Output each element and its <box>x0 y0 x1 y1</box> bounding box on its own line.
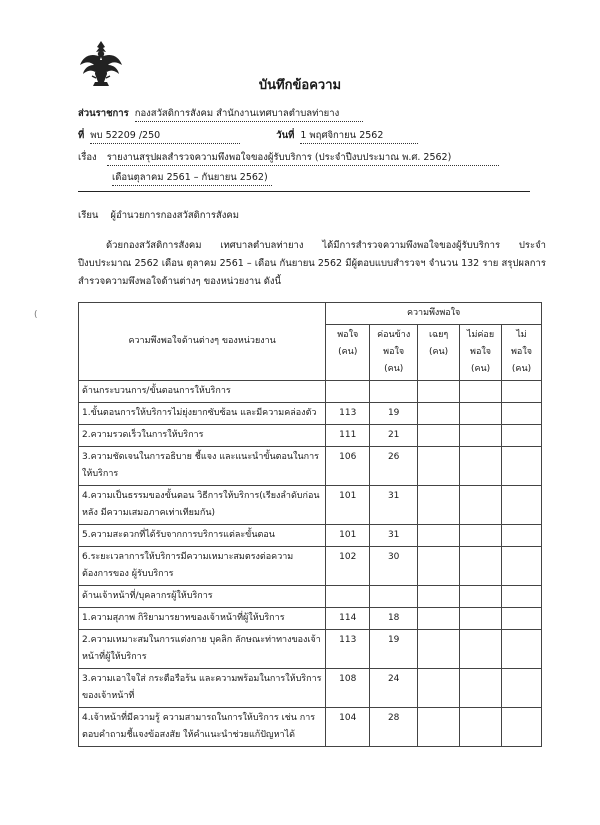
salutation-value: ผู้อำนวยการกองสวัสดิการสังคม <box>110 210 240 221</box>
margin-mark: ( <box>34 310 38 320</box>
value-cell <box>460 486 502 525</box>
column-header-text: (คน) <box>384 364 404 374</box>
column-header-text: (คน) <box>470 364 491 374</box>
row-label: 1.ขั้นตอนการให้บริการไม่ยุ่งยากซับซ้อน และมีความคล่องตัว <box>79 403 326 425</box>
value-cell <box>418 403 460 425</box>
row-label: 3.ความชัดเจนในการอธิบาย ชี้แจง และแนะนำขั้นตอนในการให้บริการ <box>79 447 326 486</box>
value-cell: 102 <box>326 547 370 586</box>
subject-line <box>78 150 499 166</box>
value-cell <box>460 425 502 447</box>
value-cell <box>502 547 542 586</box>
value-cell: 31 <box>370 486 418 525</box>
table-row <box>79 630 542 669</box>
value-cell: 104 <box>326 708 370 747</box>
column-header <box>502 325 542 381</box>
value-cell <box>460 608 502 630</box>
value-cell: 28 <box>370 708 418 747</box>
value-cell <box>460 547 502 586</box>
empty-cell <box>502 381 542 403</box>
section-heading: ด้านเจ้าหน้าที่/บุคลากรผู้ให้บริการ <box>79 586 326 608</box>
empty-cell <box>418 381 460 403</box>
column-header-text: (คน) <box>511 364 532 374</box>
value-cell: 30 <box>370 547 418 586</box>
column-header <box>460 325 502 381</box>
department-value: กองสวัสดิการสังคม สำนักงานเทศบาลตำบลท่ายาง <box>135 106 363 122</box>
date-value: 1 พฤศจิกายน 2562 <box>300 128 418 144</box>
date-label: วันที่ <box>276 130 295 141</box>
table-body <box>79 381 542 747</box>
value-cell <box>418 708 460 747</box>
empty-cell <box>460 381 502 403</box>
column-header-text: พอใจ <box>511 347 533 357</box>
value-cell <box>502 425 542 447</box>
value-cell <box>502 630 542 669</box>
value-cell: 31 <box>370 525 418 547</box>
value-cell: 26 <box>370 447 418 486</box>
table-row <box>79 608 542 630</box>
department-label: ส่วนราชการ <box>78 108 129 119</box>
table-row <box>79 547 542 586</box>
table-row <box>79 403 542 425</box>
value-cell <box>502 403 542 425</box>
number-value: พบ 52209 /250 <box>90 128 240 144</box>
value-cell <box>418 630 460 669</box>
value-cell <box>460 669 502 708</box>
value-cell <box>460 708 502 747</box>
value-cell <box>460 447 502 486</box>
value-cell: 111 <box>326 425 370 447</box>
value-cell <box>502 525 542 547</box>
row-label: 3.ความเอาใจใส่ กระตือรือร้น และความพร้อมในการให้บริการของเจ้าหน้าที่ <box>79 669 326 708</box>
column-header-text: เฉยๆ <box>428 330 449 340</box>
value-cell: 21 <box>370 425 418 447</box>
row-label: 1.ความสุภาพ กิริยามารยาทของเจ้าหน้าที่ผู้ให้บริการ <box>79 608 326 630</box>
section-row <box>79 586 542 608</box>
row-label: 2.ความรวดเร็วในการให้บริการ <box>79 425 326 447</box>
value-cell <box>418 525 460 547</box>
column-header-text: (คน) <box>429 347 449 357</box>
column-header-text: (คน) <box>338 347 358 357</box>
value-cell <box>502 669 542 708</box>
section-row <box>79 381 542 403</box>
header-divider <box>78 191 530 192</box>
row-label: 4.ความเป็นธรรมของขั้นตอน วิธีการให้บริการ(เรียงลำดับก่อนหลัง มีความเสมอภาคเท่าเทียมกัน) <box>79 486 326 525</box>
value-cell: 113 <box>326 630 370 669</box>
value-cell <box>502 708 542 747</box>
value-cell: 113 <box>326 403 370 425</box>
column-header <box>418 325 460 381</box>
empty-cell <box>326 381 370 403</box>
satisfaction-table <box>78 302 542 747</box>
value-cell <box>460 630 502 669</box>
table-row <box>79 425 542 447</box>
table-header-group: ความพึงพอใจ <box>326 303 542 325</box>
column-header-text: พอใจ <box>337 330 359 340</box>
number-label: ที่ <box>78 130 85 141</box>
value-cell <box>502 486 542 525</box>
empty-cell <box>370 381 418 403</box>
row-label: 6.ระยะเวลาการให้บริการมีความเหมาะสมตรงต่อความต้องการของ ผู้รับบริการ <box>79 547 326 586</box>
column-header-text: ค่อนข้าง <box>377 330 411 340</box>
section-heading: ด้านกระบวนการ/ขั้นตอนการให้บริการ <box>79 381 326 403</box>
value-cell <box>418 608 460 630</box>
table-row <box>79 525 542 547</box>
column-header-text: ไม่ <box>516 330 527 340</box>
subject-label: เรื่อง <box>78 152 97 163</box>
value-cell: 108 <box>326 669 370 708</box>
row-label: 2.ความเหมาะสมในการแต่งกาย บุคลิก ลักษณะท่าทางของเจ้าหน้าที่ผู้ให้บริการ <box>79 630 326 669</box>
column-header-text: พอใจ <box>383 347 405 357</box>
subject-value-line2: เดือนตุลาคม 2561 – กันยายน 2562) <box>112 170 272 186</box>
value-cell <box>418 425 460 447</box>
value-cell <box>418 669 460 708</box>
table-row <box>79 486 542 525</box>
empty-cell <box>418 586 460 608</box>
row-label: 5.ความสะดวกที่ได้รับจากการบริการแต่ละขั้นตอน <box>79 525 326 547</box>
column-header-text: ไม่ค่อย <box>466 330 495 340</box>
table-header-main: ความพึงพอใจด้านต่างๆ ของหน่วยงาน <box>79 303 326 381</box>
empty-cell <box>460 586 502 608</box>
value-cell <box>418 447 460 486</box>
column-header <box>370 325 418 381</box>
value-cell <box>502 447 542 486</box>
value-cell <box>502 608 542 630</box>
number-date-line <box>78 128 418 144</box>
memo-title: บันทึกข้อความ <box>258 78 342 93</box>
salutation <box>78 208 239 223</box>
value-cell: 19 <box>370 403 418 425</box>
subject-line-2 <box>112 170 272 186</box>
value-cell: 24 <box>370 669 418 708</box>
value-cell: 18 <box>370 608 418 630</box>
table-row <box>79 447 542 486</box>
subject-value-line1: รายงานสรุปผลสำรวจความพึงพอใจของผู้รับบริการ (ประจำปีงบประมาณ พ.ศ. 2562) <box>107 150 499 166</box>
value-cell: 106 <box>326 447 370 486</box>
empty-cell <box>502 586 542 608</box>
value-cell <box>418 486 460 525</box>
salutation-label: เรียน <box>78 210 99 221</box>
body-paragraph: ด้วยกองสวัสดิการสังคม เทศบาลตำบลท่ายาง ได้มีการสำรวจความพึงพอใจของผู้รับบริการ ประจำปีงบประมาณ 2562 เดือน ตุลาคม 2561 – เดือน กันยายน 2562 มีผู้ตอบแบบสำรวจฯ จำนวน 132 ราย สรุปผลการสำรวจความพึงพอใจด้านต่างๆ ของหน่วยงาน ดังนี้ <box>78 240 546 287</box>
value-cell <box>460 525 502 547</box>
table-row <box>79 669 542 708</box>
column-header <box>326 325 370 381</box>
column-header-text: พอใจ <box>470 347 492 357</box>
department-line <box>78 106 363 122</box>
empty-cell <box>326 586 370 608</box>
value-cell: 19 <box>370 630 418 669</box>
value-cell: 101 <box>326 525 370 547</box>
value-cell <box>418 547 460 586</box>
value-cell <box>460 403 502 425</box>
value-cell: 114 <box>326 608 370 630</box>
value-cell: 101 <box>326 486 370 525</box>
row-label: 4.เจ้าหน้าที่มีความรู้ ความสามารถในการให้บริการ เช่น การตอบคำถามชี้แจงข้อสงสัย ให้คำแนะนำช่วยแก้ปัญหาได้ <box>79 708 326 747</box>
empty-cell <box>370 586 418 608</box>
table-row <box>79 708 542 747</box>
